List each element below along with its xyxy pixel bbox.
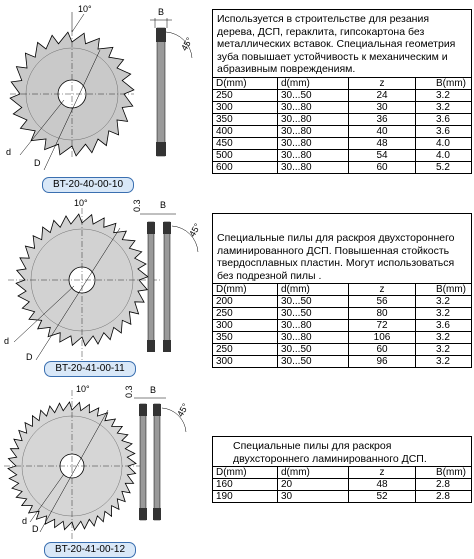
- table-cell: 3.2: [416, 89, 472, 101]
- table-cell: 48: [349, 137, 416, 149]
- col-header: z: [349, 467, 416, 479]
- table-cell: 60: [349, 161, 416, 173]
- angle-top-label: 10°: [74, 198, 88, 208]
- col-header: D(mm): [213, 284, 278, 296]
- table-cell: 20: [278, 479, 349, 491]
- table-cell: 30...50: [278, 356, 349, 368]
- table-cell: 300: [213, 101, 278, 113]
- col-header: z: [349, 284, 416, 296]
- table-row: [213, 479, 471, 491]
- spec-table: [213, 77, 471, 173]
- table-row: [213, 332, 471, 344]
- table-cell: 106: [349, 332, 416, 344]
- table-cell: 3.6: [416, 320, 472, 332]
- spec-table: [213, 466, 471, 502]
- spec-box-1: [212, 9, 472, 174]
- thickness-label: 0.3: [124, 385, 134, 398]
- table-cell: 250: [213, 308, 278, 320]
- dim-D-label: D: [34, 158, 41, 168]
- table-cell: 3.2: [416, 308, 472, 320]
- table-cell: 30...50: [278, 308, 349, 320]
- table-cell: 30...50: [278, 296, 349, 308]
- table-cell: 2.8: [416, 491, 472, 503]
- spec-box-2: [212, 213, 472, 368]
- dim-B-label: B: [150, 385, 157, 395]
- col-header: B(mm): [416, 467, 472, 479]
- dim-B-label: B: [160, 200, 167, 210]
- table-cell: 3.2: [416, 101, 472, 113]
- table-cell: 30...80: [278, 113, 349, 125]
- table-row: [213, 308, 471, 320]
- table-cell: 4.0: [416, 137, 472, 149]
- table-cell: 36: [349, 113, 416, 125]
- table-cell: 30: [278, 491, 349, 503]
- table-cell: 3.2: [416, 296, 472, 308]
- dim-D-label: D: [32, 524, 39, 534]
- bevel-angle-label: 45°: [187, 221, 203, 239]
- table-cell: 200: [213, 296, 278, 308]
- table-cell: 72: [349, 320, 416, 332]
- table-cell: 30...50: [278, 344, 349, 356]
- table-cell: 30...80: [278, 320, 349, 332]
- table-cell: 24: [349, 89, 416, 101]
- col-header: B(mm): [416, 284, 472, 296]
- table-cell: 3.2: [416, 344, 472, 356]
- col-header: z: [349, 77, 416, 89]
- thickness-label: 0.3: [132, 199, 142, 212]
- table-cell: 600: [213, 161, 278, 173]
- col-header: D(mm): [213, 467, 278, 479]
- table-cell: 60: [349, 344, 416, 356]
- table-cell: 3.6: [416, 125, 472, 137]
- table-cell: 48: [349, 479, 416, 491]
- col-header: D(mm): [213, 77, 278, 89]
- table-cell: 30...80: [278, 137, 349, 149]
- table-row: [213, 149, 471, 161]
- angle-top-label: 10°: [78, 4, 92, 14]
- table-cell: 190: [213, 491, 278, 503]
- dim-d-label: d: [4, 336, 10, 346]
- table-cell: 30...80: [278, 101, 349, 113]
- col-header: d(mm): [278, 467, 349, 479]
- table-cell: 52: [349, 491, 416, 503]
- table-cell: 500: [213, 149, 278, 161]
- table-cell: 30...80: [278, 161, 349, 173]
- table-row: [213, 491, 471, 503]
- table-cell: 3.6: [416, 113, 472, 125]
- table-row: [213, 89, 471, 101]
- col-header: d(mm): [278, 284, 349, 296]
- table-row: [213, 296, 471, 308]
- table-cell: 250: [213, 89, 278, 101]
- saw-blade-drawing-3: [0, 382, 212, 542]
- product-description: Используется в строительстве для резания дерева, ДСП, гераклита, гипсокартона без металлических вставок. Специальная геометрия зуба повышает устойчивость к механическим и абразивным повреждениям.: [217, 13, 456, 75]
- dim-d-label: d: [6, 147, 12, 157]
- table-cell: 54: [349, 149, 416, 161]
- col-header: d(mm): [278, 77, 349, 89]
- table-cell: 400: [213, 125, 278, 137]
- dim-D-label: D: [26, 352, 33, 362]
- table-cell: 5.2: [416, 161, 472, 173]
- table-row: [213, 344, 471, 356]
- dim-d-label: d: [22, 516, 28, 526]
- table-cell: 30...80: [278, 149, 349, 161]
- table-cell: 250: [213, 344, 278, 356]
- table-cell: 4.0: [416, 149, 472, 161]
- spec-box-3: [212, 436, 472, 503]
- table-cell: 2.8: [416, 479, 472, 491]
- product-description: Специальные пилы для раскроя двухстороннего ламинированного ДСП.: [233, 440, 427, 465]
- product-code-3: BT-20-41-00-12: [44, 542, 136, 558]
- table-row: [213, 113, 471, 125]
- saw-blade-drawing-2: [0, 194, 212, 378]
- table-cell: 350: [213, 332, 278, 344]
- table-cell: 56: [349, 296, 416, 308]
- bevel-angle-label: 45°: [179, 35, 195, 53]
- product-code-1: BT-20-40-00-10: [42, 177, 134, 193]
- table-row: [213, 125, 471, 137]
- table-cell: 450: [213, 137, 278, 149]
- product-description: Специальные пилы для раскроя двухстороннего ламинированного ДСП. Повышенная стойкость твердосплавных пластин. Могут использоваться без подрезной пилы .: [217, 232, 455, 282]
- table-row: [213, 161, 471, 173]
- table-row: [213, 356, 471, 368]
- product-code-2: BT-20-41-00-11: [44, 361, 136, 377]
- table-row: [213, 137, 471, 149]
- angle-top-label: 10°: [76, 384, 90, 394]
- table-row: [213, 101, 471, 113]
- table-cell: 30...80: [278, 332, 349, 344]
- table-cell: 30...50: [278, 89, 349, 101]
- dim-B-label: B: [158, 7, 165, 17]
- table-cell: 3.2: [416, 356, 472, 368]
- table-cell: 30...80: [278, 125, 349, 137]
- table-cell: 300: [213, 356, 278, 368]
- bevel-angle-label: 45°: [175, 401, 191, 419]
- table-cell: 350: [213, 113, 278, 125]
- table-cell: 96: [349, 356, 416, 368]
- spec-table: [213, 283, 471, 367]
- table-cell: 40: [349, 125, 416, 137]
- table-cell: 300: [213, 320, 278, 332]
- saw-blade-drawing-1: [0, 0, 212, 190]
- table-cell: 160: [213, 479, 278, 491]
- col-header: B(mm): [416, 77, 472, 89]
- table-cell: 30: [349, 101, 416, 113]
- table-cell: 3.2: [416, 332, 472, 344]
- table-cell: 80: [349, 308, 416, 320]
- table-row: [213, 320, 471, 332]
